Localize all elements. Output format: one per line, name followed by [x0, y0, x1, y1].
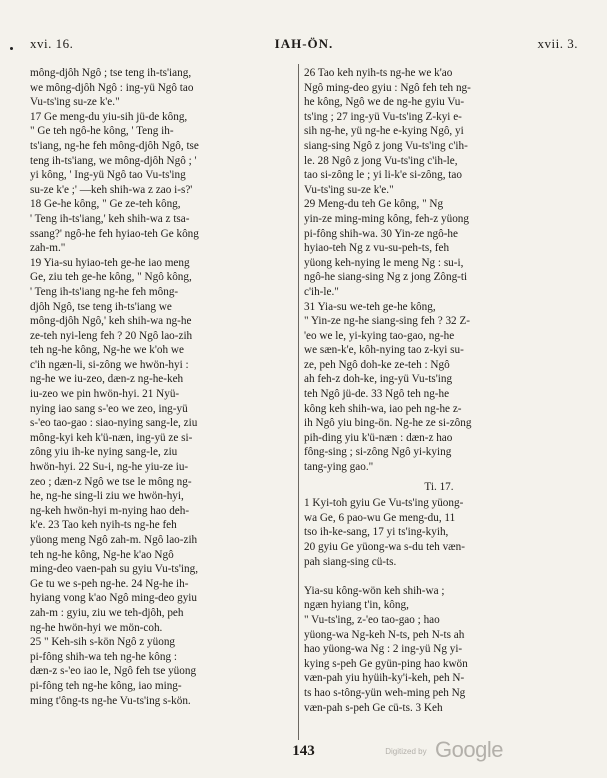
text-line: tao si-zông le ; yi li-k'e si-zông, tao: [304, 169, 462, 182]
text-line: ng-keh hwön-hyi m-nying hao deh-: [30, 504, 190, 517]
text-line: [304, 569, 574, 584]
text-line: Ge, ziu teh ge-he kông, " Ngô kông,: [30, 271, 192, 284]
text-line: zeo ; dæn-z Ngô we tse le mông ng-: [30, 475, 192, 488]
text-line: he kông, Ngô we de ng-he gyiu Vu-: [304, 96, 465, 109]
text-line: he, ng-he sing-li ziu we hwön-hyi,: [30, 490, 184, 503]
text-line: 1 Kyi-toh gyiu Ge Vu-ts'ing yüong-: [304, 497, 464, 510]
text-line: wa Ge, 6 pao-wu Ge meng-du, 11: [304, 511, 456, 524]
right-column-bottom: [304, 496, 574, 715]
text-line: 17 Ge meng-du yiu-sih jü-de kông,: [30, 110, 188, 123]
text-line: hwön-hyi. 22 Su-i, ng-he yiu-ze iu-: [30, 461, 189, 474]
header-title: IAH-ÖN.: [274, 36, 334, 51]
text-line: we sæn-k'e, kôh-nying tao z-kyi su-: [304, 344, 464, 357]
text-line: Vu-ts'ing su-ze k'e.": [304, 183, 394, 196]
google-watermark: [385, 737, 503, 763]
text-line: ze-teh nyi-leng feh ? 20 Ngô lao-zih: [30, 329, 193, 342]
text-line: mông-djôh Ngô,' keh shih-wa ng-he: [30, 315, 192, 328]
text-line: kying s-peh Ge gyün-ping hao kwön: [304, 657, 468, 670]
text-line: su-ze k'e ;' —keh shih-wa z zao i-s?': [30, 183, 193, 196]
text-line: k'e. 23 Tao keh nyih-ts ng-he feh: [30, 519, 177, 532]
text-line: pi-fông shih-wa teh ng-he kông :: [30, 650, 177, 663]
right-column-top: [304, 66, 574, 475]
chapter-heading: Ti. 17.: [424, 480, 454, 493]
text-line: hyiao-teh Ng z vu-su-peh-ts, feh: [304, 242, 450, 255]
text-line: pi-fông teh ng-he kông, iao ming-: [30, 679, 182, 692]
text-line: " Vu-ts'ing, z-'eo tao-gao ; hao: [304, 613, 440, 626]
text-line: tso ih-ke-sang, 17 yi ts'ing-kyih,: [304, 526, 449, 539]
text-line: 18 Ge-he kông, " Ge ze-teh kông,: [30, 198, 181, 211]
text-line: yüong meng Ngô zah-m. Ngô lao-zih: [30, 534, 198, 546]
text-line: djôh Ngô, tse teng ih-ts'iang we: [30, 300, 172, 313]
text-line: yüong-wa Ng-keh N-ts, peh N-ts ah: [304, 628, 465, 641]
text-line: le. 28 Ngô z jong Vu-ts'ing c'ih-le,: [304, 154, 458, 167]
text-line: " Yin-ze ng-he siang-sing feh ? 32 Z-: [304, 315, 471, 328]
text-line: ngæn hyiang t'in, kông,: [304, 599, 409, 612]
text-line: Vu-ts'ing su-ze k'e.": [30, 96, 120, 109]
text-line: 29 Meng-du teh Ge kông, " Ng: [304, 198, 444, 211]
text-line: yi kông, ' Ing-yü Ngô tao Vu-ts'ing: [30, 169, 186, 182]
text-line: teh Ngô jü-de. 33 Ngô teh ng-he: [304, 388, 450, 401]
text-line: ngô-he siang-sing Ng z jong Zông-ti: [304, 271, 468, 284]
text-line: zah-m : gyiu, ziu we teh-djôh, peh: [30, 606, 184, 619]
text-line: c'ih-le.": [304, 285, 339, 298]
text-line: 20 gyiu Ge yüong-wa s-du teh væn-: [304, 541, 465, 553]
text-line: ah feh-z doh-ke, ing-yü Vu-ts'ing: [304, 373, 453, 386]
header-right: xvii. 3.: [537, 36, 578, 51]
text-line: mông-kyi keh k'ü-næn, ing-yü ze si-: [30, 431, 193, 444]
text-line: yin-ze ming-ming kông, feh-z yüong: [304, 212, 469, 225]
text-line: 31 Yia-su we-teh ge-he kông,: [304, 300, 436, 313]
text-line: Ge tu we s-peh ng-he. 24 Ng-he ih-: [30, 577, 189, 590]
text-line: mông-djôh Ngô ; tse teng ih-ts'iang,: [30, 67, 192, 79]
text-line: 19 Yia-su hyiao-teh ge-he iao meng: [30, 256, 190, 269]
text-line: iu-zeo we pin hwön-hyi. 21 Nyü-: [30, 388, 180, 401]
text-line: væn-pah yiu hyüih-ky'i-keh, peh N-: [304, 672, 465, 685]
text-line: ts'iang, ng-he feh mông-djôh Ngô, tse: [30, 139, 199, 152]
text-line: ng-he we iu-zeo, dæn-z ng-he-keh: [30, 373, 184, 386]
text-line: ' Teng ih-ts'iang,' keh shih-wa z tsa-: [30, 212, 190, 225]
text-line: yüong keh-nying le meng Ng : su-i,: [304, 256, 464, 269]
text-line: 26 Tao keh nyih-ts ng-he we k'ao: [304, 67, 453, 79]
text-line: hao yüong-wa Ng : 2 ing-yü Ng yi-: [304, 643, 463, 656]
text-line: ssang?' ngô-he feh hyiao-teh Ge kông: [30, 227, 199, 240]
text-line: dæn-z s-'eo iao le, Ngô feh tse yüong: [30, 665, 197, 678]
text-line: tang-ying gao.": [304, 461, 374, 474]
text-line: siang-sing Ngô z jong Vu-ts'ing c'ih-: [304, 139, 468, 152]
text-line: s-'eo tao-gao : siao-nying sang-le, ziu: [30, 417, 198, 430]
running-header: [30, 36, 578, 56]
text-line: teh ng-he kông, Ng-he we k'oh we: [30, 344, 184, 357]
text-line: ' Teng ih-ts'iang ng-he feh mông-: [30, 285, 179, 298]
text-line: " Ge teh ngô-he kông, ' Teng ih-: [30, 125, 174, 138]
text-line: pih-ding yiu k'ü-næn : dæn-z hao: [304, 431, 453, 444]
text-line: pah siang-sing cü-ts.: [304, 555, 397, 568]
header-left: xvi. 16.: [30, 36, 74, 51]
text-line: ih Ngô yiu bing-ön. Ng-he ze si-zông: [304, 417, 472, 430]
google-logo: Google: [435, 737, 503, 762]
text-line: ming-deo vaen-pah su gyiu Vu-ts'ing,: [30, 563, 198, 576]
text-line: ze, peh Ngô doh-ke ze-teh : Ngô: [304, 358, 450, 371]
text-line: c'ih ngæn-li, si-zông we hwön-hyi :: [30, 358, 189, 371]
page-number: 143: [292, 743, 315, 759]
text-line: sih ng-he, yü ng-he e-kying Ngô, yi: [304, 125, 464, 138]
text-line: ts hao s-tông-yün weh-ming peh Ng: [304, 686, 466, 699]
text-line: teh ng-he kông, Ng-he k'ao Ngô: [30, 548, 174, 561]
text-line: we mông-djôh Ngô : ing-yü Ngô tao: [30, 81, 194, 94]
text-line: fông-sing ; si-zông Ngô yi-kying: [304, 446, 452, 459]
text-line: ng-he hwön-hyi we mön-coh.: [30, 621, 163, 634]
text-line: pi-fông shih-wa. 30 Yin-ze ngô-he: [304, 227, 458, 240]
text-line: hyiang vong k'ao Ngô ming-deo gyiu: [30, 592, 198, 605]
page-mark: [10, 47, 13, 50]
text-line: zah-m.": [30, 242, 66, 255]
text-line: teng ih-ts'iang, we mông-djôh Ngô ; ': [30, 154, 197, 167]
watermark-caption: Digitized by: [385, 747, 427, 756]
text-line: zông yiu ih-ke nying sang-le, ziu: [30, 446, 178, 459]
text-line: Yia-su kông-wön keh shih-wa ;: [304, 584, 445, 597]
text-line: 25 " Keh-sih s-kön Ngô z yüong: [30, 636, 176, 649]
text-line: Ngô ming-deo gyiu : Ngô feh teh ng-: [304, 81, 471, 94]
text-line: 'eo we le, yi-kying tao-gao, ng-he: [304, 329, 455, 342]
text-line: væn-pah s-peh Ge cü-ts. 3 Keh: [304, 701, 443, 714]
text-line: ming t'ông-ts ng-he Vu-ts'ing s-kön.: [30, 694, 191, 707]
text-line: nying iao sang s-'eo we zeo, ing-yü: [30, 402, 188, 415]
left-column: [30, 66, 300, 708]
text-line: kông keh shih-wa, iao peh ng-he z-: [304, 402, 462, 415]
text-line: ts'ing ; 27 ing-yü Vu-ts'ing Z-kyi e-: [304, 110, 462, 123]
right-column: [304, 66, 574, 715]
